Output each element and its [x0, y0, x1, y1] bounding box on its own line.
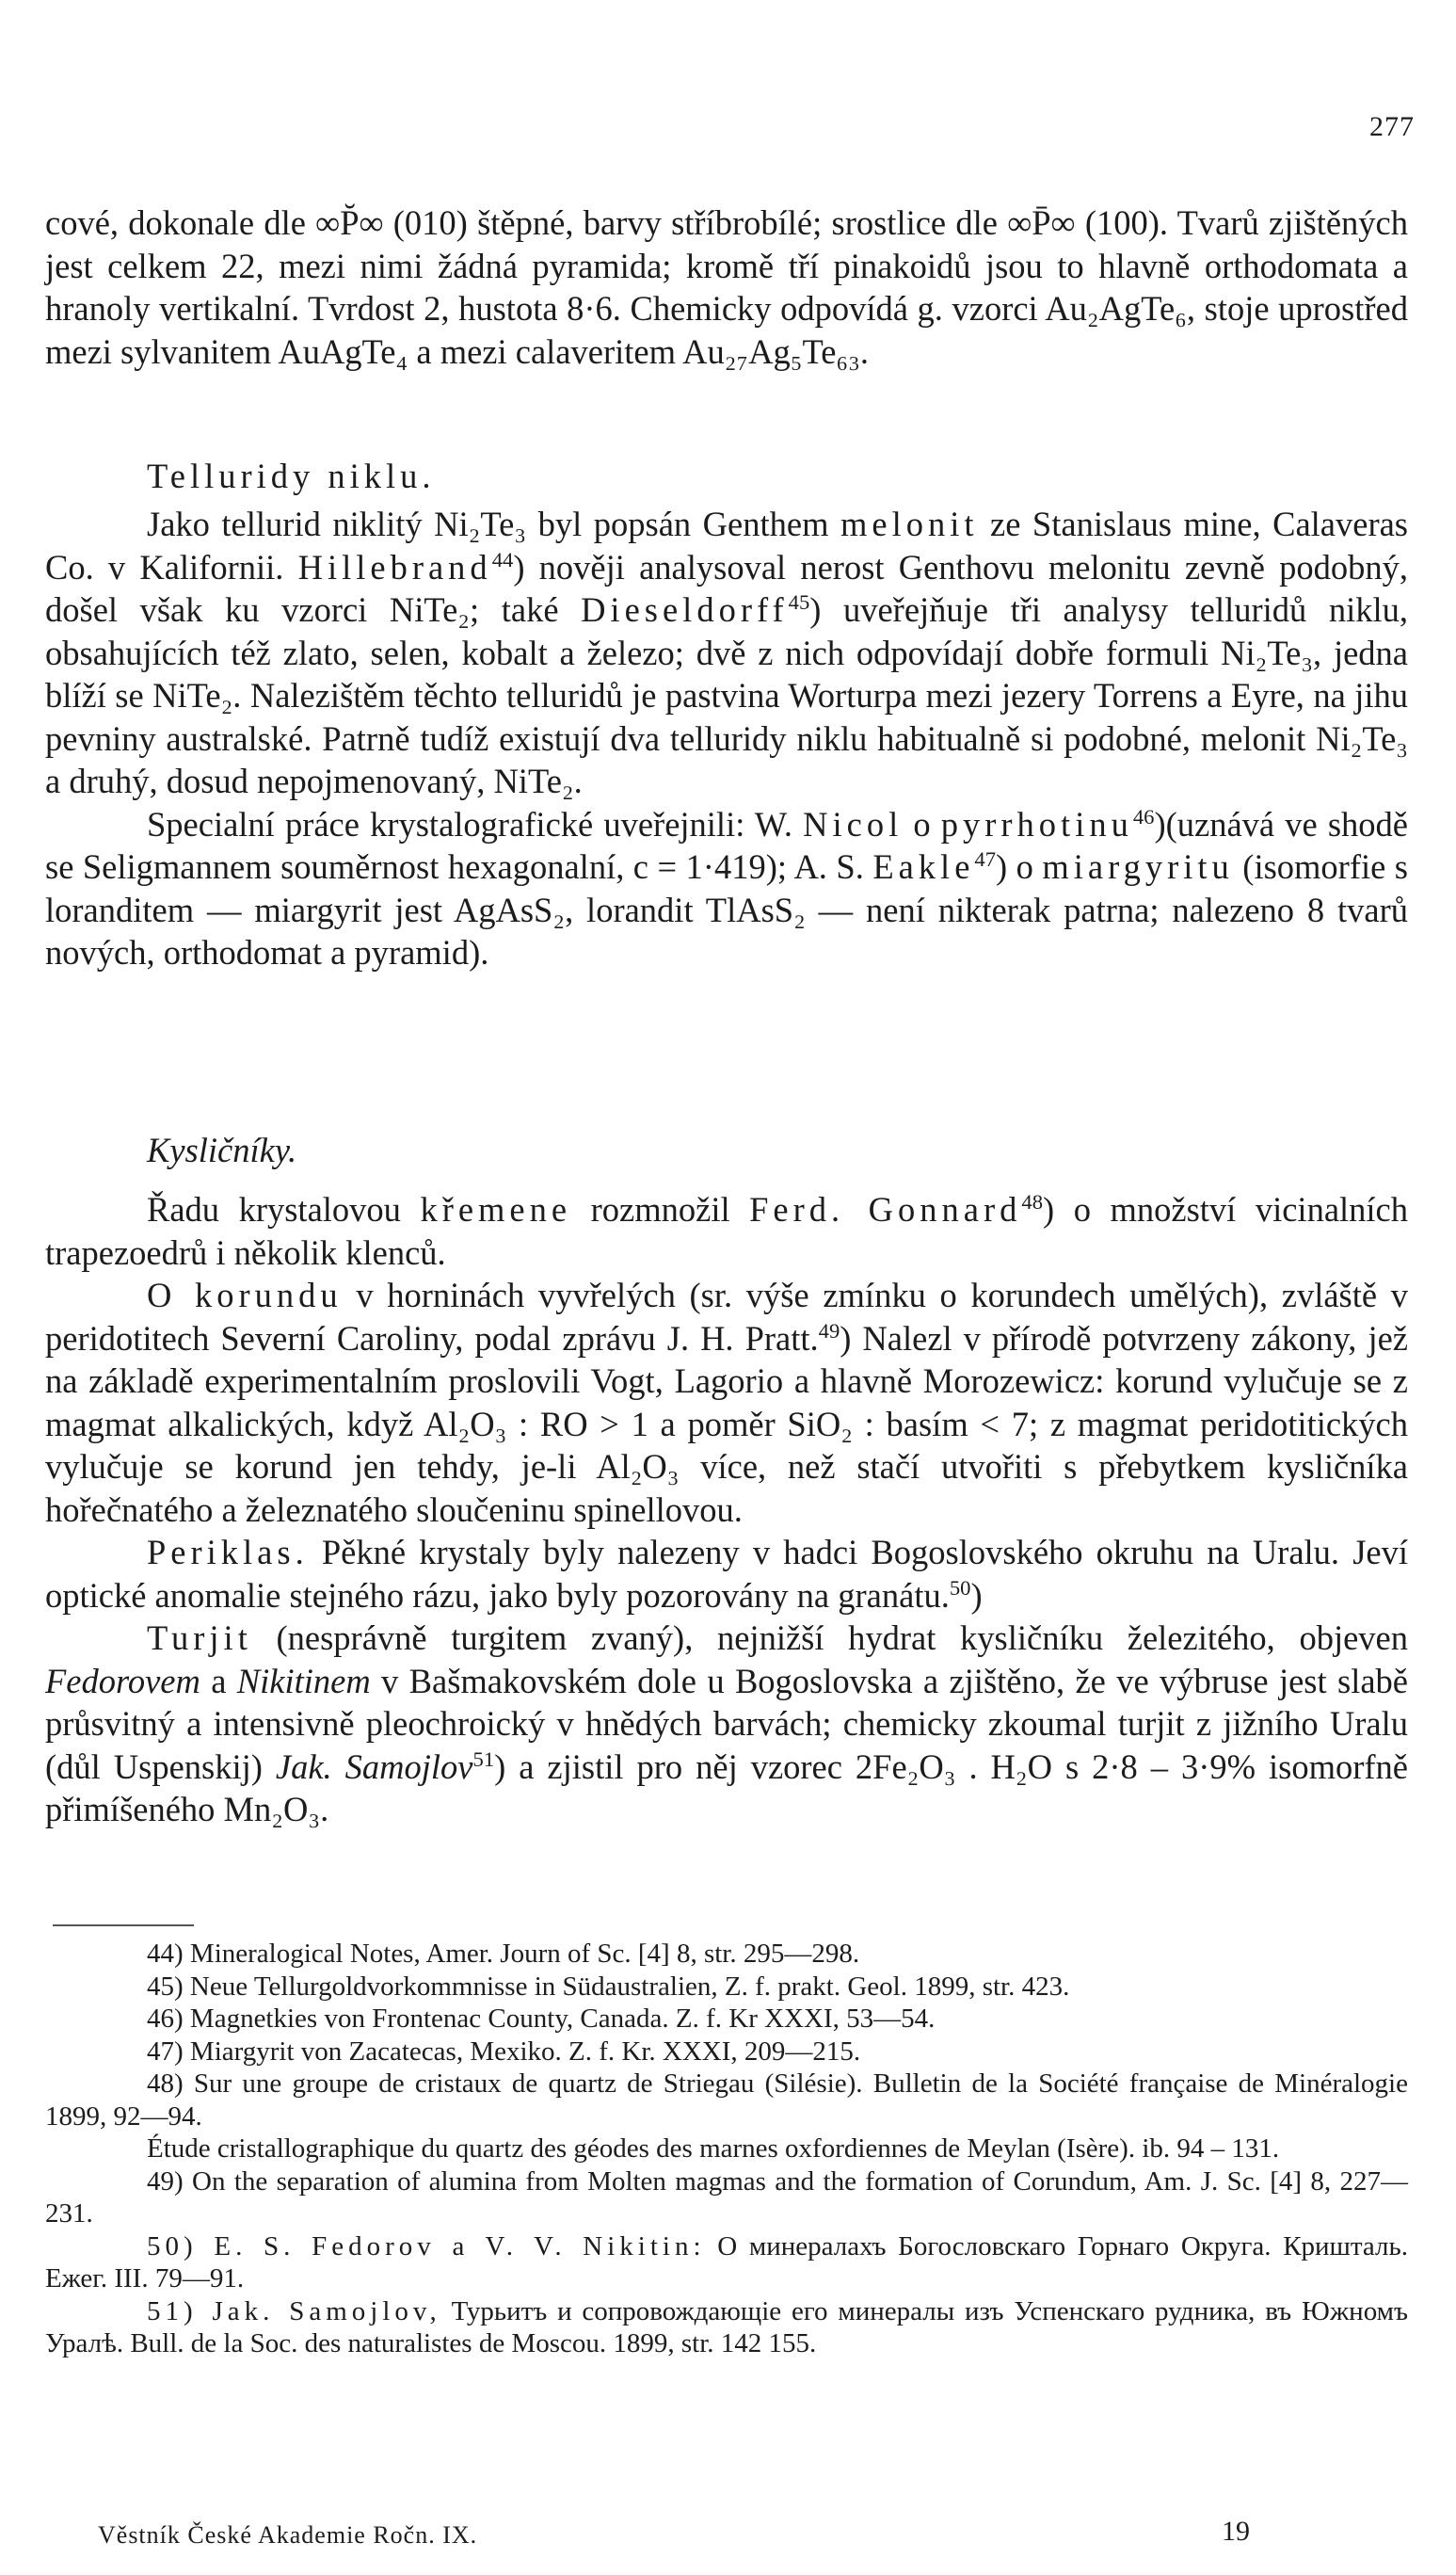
section-heading-kyslicniky: Kysličníky.	[147, 1131, 297, 1169]
author-nikitin: Nikitinem	[236, 1661, 371, 1700]
author-gonnard: Ferd. Gonnard	[749, 1190, 1022, 1229]
footnote-ref-50[interactable]: 50	[949, 1575, 971, 1600]
footnote-49: 49) On the separation of alumina from Molten magmas and the formation of Corundum, Am. J. Sc. [4] 8, 227—231.	[45, 2165, 1408, 2229]
intro-text-part: .	[859, 331, 870, 371]
term-pyrrhotinu: pyrrhotinu	[940, 804, 1133, 844]
text-part: rozmnožil	[571, 1190, 750, 1229]
term-kremene: křemene	[420, 1190, 572, 1229]
footnote-48-cont: Étude cristallographique du quartz des géodes des marnes oxfordiennes de Meylan (Isère). ib. 94 – 131.	[147, 2133, 1280, 2164]
footnote-51-author: 51) Jak. Samojlov,	[147, 2295, 441, 2326]
text-part: v Bašmakovském dole u Bogoslovska a zjištěno, že ve výbruse jest slabě průsvitný a intensivně pleochroický v hnědých barvách; chemicky zkoumal turjit z jižního Uralu (důl Uspenskij)	[45, 1661, 1408, 1786]
intro-paragraph	[45, 201, 1408, 373]
footnote-ref-45[interactable]: 45	[788, 589, 810, 614]
intro-text-part: cové, dokonale dle ∞P̆∞ (010) štěpné, barvy stříbrobílé; srostlice dle ∞P̄∞ (100). Tvarů zjištěných jest celkem 22, mezi nimi žádná pyramida; kromě tří pinakoidů jsou to hlavně orthodomata a hranoly vertikalní. Tvrdost 2, hustota 8·6. Chemicky odpovídá g. vzorci	[45, 203, 1408, 328]
footnotes	[45, 1938, 1408, 2360]
footnote-44: 44) Mineralogical Notes, Amer. Journ of Sc. [4] 8, str. 295—298.	[147, 1939, 860, 1969]
footnote-divider	[53, 1924, 194, 1926]
telluridy-section	[45, 503, 1408, 974]
author-nicol: Nicol	[803, 804, 904, 844]
text-part: v horninách vyvřelých (sr. výše zmínku o korundech umělých), zvláště v peridotitech Severní Caroliny, podal zprávu J. H. Pratt.	[45, 1276, 1409, 1358]
footnote-48: 48) Sur une groupe de cristaux de quartz de Striegau (Silésie). Bulletin de la Société française de Minéralogie 1899, 92—94.	[45, 2068, 1408, 2132]
korund-paragraph	[45, 1274, 1408, 1531]
periklas-paragraph	[45, 1531, 1408, 1617]
footnote-ref-44[interactable]: 44	[491, 547, 514, 571]
intro-text-part: a mezi calaveritem	[408, 331, 683, 371]
footnote-46: 46) Magnetkies von Frontenac County, Canada. Z. f. Kr XXXI, 53—54.	[147, 2004, 936, 2034]
special-works-paragraph	[45, 803, 1408, 974]
text-part: ) o	[996, 847, 1043, 886]
formula-auagte4: AuAgTe₄	[278, 331, 408, 371]
text-part: ) o množství vicinalních trapezoedrů i několik klenců.	[45, 1190, 1408, 1272]
author-hillebrand: Hillebrand	[297, 547, 492, 587]
signature-number: 19	[1222, 2516, 1250, 2547]
term-korundu: O korundu	[147, 1276, 343, 1314]
footnote-45: 45) Neue Tellurgoldvorkommnisse in Südaustralien, Z. f. prakt. Geol. 1899, str. 423.	[147, 1971, 1070, 2002]
section-heading-telluridy: Telluridy niklu.	[147, 457, 436, 495]
kremen-paragraph	[45, 1188, 1408, 1274]
footnote-51	[45, 2295, 1408, 2360]
intro-text-part: , stoje uprostřed mezi sylvanitem	[45, 289, 1408, 371]
footnote-ref-47[interactable]: 47	[974, 846, 997, 871]
text-part: (nesprávně turgitem zvaný), nejnižší hydrat kysličníku železitého, objeven	[251, 1618, 1408, 1657]
author-eakle: Eakle	[872, 847, 975, 886]
footnote-50-text: О минералахъ Богословскаго Горнаго Округа. Кришталь. Ежег. III. 79—91.	[45, 2230, 1408, 2293]
text-part: Řadu krystalovou	[147, 1190, 421, 1229]
footnote-ref-51[interactable]: 51	[472, 1746, 495, 1771]
journal-footer: Věstník České Akademie Ročn. IX.	[98, 2521, 478, 2549]
text-part: ) uveřejňuje tři analysy telluridů niklu, obsahujících též zlato, selen, kobalt a železo; dvě z nich odpovídají dobře formuli Ni₂Te₃, jedna blíží se NiTe₂. Nalezištěm těchto telluridů je pastvina Worturpa mezi jezery Torrens a Eyre, na jihu pevniny australské. Patrně tudíž existují dva telluridy niklu habitualně si podobné, melonit Ni₂Te₃ a druhý, dosud nepojmenovaný, NiTe₂.	[45, 590, 1408, 800]
author-samojlov: Jak. Samojlov	[275, 1746, 473, 1786]
footnote-51-text: Турьитъ и сопровождающіе его минералы изъ Успенскаго рудника, въ Южномъ Уралѣ. Bull. de la Soc. des naturalistes de Moscou. 1899, str. 142 155.	[45, 2295, 1408, 2358]
text-part: Pěkné krystaly byly nalezeny v hadci Bogoslovského okruhu na Uralu. Jeví optické anomalie stejného rázu, jako byly pozorovány na granátu.	[45, 1533, 1408, 1615]
text-part: Specialní práce krystalografické uveřejnili: W.	[147, 804, 804, 844]
footnote-ref-48[interactable]: 48	[1021, 1189, 1044, 1214]
term-miargyritu: miargyritu	[1042, 847, 1234, 886]
text-part: )(uznává ve shodě se Seligmannem souměrnost hexagonalní, c = 1·419); A. S.	[45, 804, 1408, 886]
turjit-paragraph	[45, 1617, 1408, 1831]
text-part: ) a zjistil pro něj vzorec 2Fe₂O₃ . H₂O s 2·8 – 3·9% isomorfně přimíšeného Mn₂O₃.	[45, 1746, 1409, 1828]
intro-text	[45, 201, 1408, 373]
footnote-ref-46[interactable]: 46	[1132, 804, 1155, 829]
kyslicniky-section	[45, 1188, 1408, 1831]
telluridy-paragraph	[45, 503, 1408, 803]
author-fedorov: Fedorovem	[45, 1661, 200, 1700]
text-part: ) nověji analysoval nerost Genthovu melonitu zevně podobný, došel však ku vzorci NiTe₂; také	[45, 547, 1408, 629]
footnote-47: 47) Miargyrit von Zacatecas, Mexiko. Z. f. Kr. XXXI, 209—215.	[147, 2036, 861, 2067]
term-turjit: Turjit	[147, 1618, 252, 1657]
term-melonit: melonit	[840, 505, 979, 543]
footnote-50-authors: 50) E. S. Fedorov a V. V. Nikitin:	[147, 2230, 706, 2261]
text-part: a	[200, 1661, 237, 1700]
author-dieseldorff: Dieseldorff	[581, 590, 789, 629]
text-part: o	[903, 804, 941, 844]
text-part: ) Nalezl v přírodě potvrzeny zákony, jež na základě experimentalním proslovili Vogt, Lagorio a hlavně Morozewicz: korund vylučuje se z magmat alkalických, když Al₂O₃ : RO > 1 a poměr SiO₂ : basím < 7; z magmat peridotitických vylučuje se korund jen tehdy, je-li Al₂O₃ více, než stačí utvořiti s přebytkem kysličníka hořečnatého a železnatého sloučeninu spinellovou.	[45, 1318, 1408, 1529]
text-part: (isomorfie s loranditem — miargyrit jest AgAsS₂, lorandit TlAsS₂ — není nikterak patrna; nalezeno 8 tvarů nových, orthodomat a pyramid).	[45, 847, 1409, 972]
formula-calaverite: Au₂₇Ag₅Te₆₃	[682, 331, 860, 371]
page-number: 277	[1369, 111, 1415, 142]
footnote-ref-49[interactable]: 49	[818, 1318, 840, 1343]
text-part: ze Stanislaus mine, Calaveras Co. v Kalifornii.	[45, 505, 1408, 587]
text-part: Jako tellurid niklitý Ni₂Te₃ byl popsán Genthem	[147, 505, 840, 543]
text-part: )	[970, 1575, 983, 1615]
footnote-50	[45, 2230, 1408, 2295]
formula-au2agte6: Au₂AgTe₆	[1045, 289, 1187, 328]
term-periklas: Periklas.	[147, 1533, 309, 1571]
